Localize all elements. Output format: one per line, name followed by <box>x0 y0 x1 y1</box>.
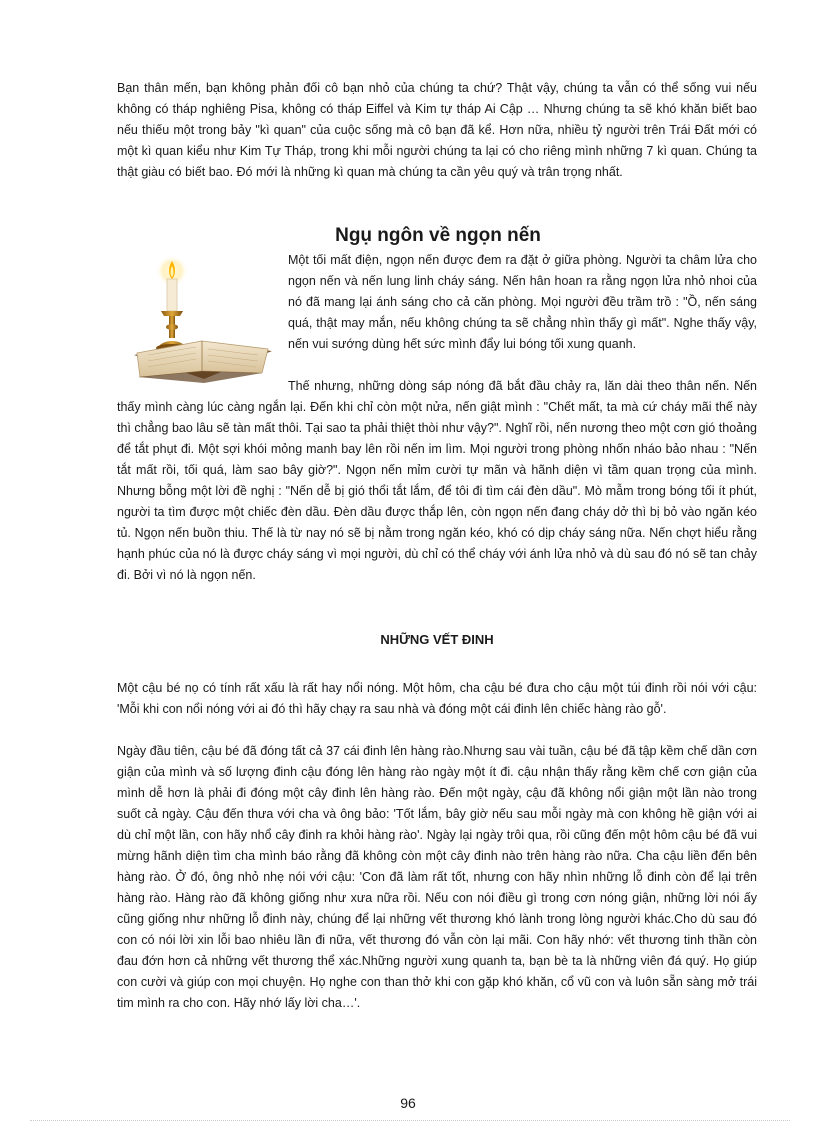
page-number: 96 <box>400 1095 416 1111</box>
fable-title: Ngụ ngôn về ngọn nến <box>335 225 541 246</box>
nails-paragraph-2: Ngày đầu tiên, cậu bé đã đóng tất cả 37 cái đinh lên hàng rào.Nhưng sau vài tuần, cậu bé đã tập kềm chế dần cơn giận của mình và số lượng đinh cậu đóng lên hàng rào ngày một ít đi. cậu nhận thấy rằng kềm chế cơn giận của mình dễ hơn là phải đi đóng một cây đinh lên hàng rào. Đến một ngày, cậu đã không nổi giận một lần nào trong suốt cả ngày. Cậu đến thưa với cha và ông bảo: 'Tốt lắm, bây giờ nếu sau mỗi ngày mà con không hề giận với ai dù chỉ một lần, con hãy nhổ cây đinh ra khỏi hàng rào'. Ngày lại ngày trôi qua, rồi cũng đến một hôm cậu bé đã vui mừng hãnh diện tìm cha mình báo rằng đã không còn một cây đinh nào trên hàng rào nữa. Cha cậu liền đến bên hàng rào. Ở đó, ông nhỏ nhẹ nói với cậu: 'Con đã làm rất tốt, nhưng con hãy nhìn những lỗ đinh còn để lại trên hàng rào. Hàng rào đã không giống như xưa nữa rồi. Nếu con nói điều gì trong cơn nóng giận, những lời nói ấy cũng giống như những lỗ đinh này, chúng để lại những vết thương khó lành trong lòng người khác.Cho dù sau đó con có nói lời xin lỗi bao nhiêu lần đi nữa, vết thương đó vẫn còn lại mãi. Con hãy nhớ: vết thương tinh thần còn đau đớn hơn cả những vết thương thể xác.Những người xung quanh ta, bạn bè ta là những viên đá quý. Họ giúp con cười và giúp con mọi chuyện. Họ nghe con than thở khi con gặp khó khăn, cổ vũ con và luôn sẵn sàng mở trái tim mình ra cho con. Hãy nhớ lấy lời cha…'. <box>117 744 757 1010</box>
nails-title: NHỮNG VẾT ĐINH <box>380 632 494 647</box>
fable-paragraph-2: Thế nhưng, những dòng sáp nóng đã bắt đầu chảy ra, lăn dài theo thân nến. Nến thấy mình càng lúc càng ngắn lại. Đến khi chỉ còn một nửa, nến giật mình : "Chết mất, ta mà cứ cháy mãi thế này thì chẳng bao lâu sẽ tàn mất thôi. Tại sao ta phải thiệt thòi như vậy?". Nghĩ rồi, nến nương theo một cơn gió thoảng để tắt phụt đi. Một sợi khói mỏng manh bay lên rồi nến im lìm. Mọi người trong phòng nhốn nháo bảo nhau : "Nến tắt mất rồi, tối quá, làm sao bây giờ?". Ngọn nến mỉm cười tự mãn và hãnh diện vì tầm quan trọng của mình. Nhưng bỗng một lời đề nghị : "Nến dễ bị gió thổi tắt lắm, để tôi đi tìm cái đèn dầu". Mò mẫm trong bóng tối ít phút, người ta tìm được một chiếc đèn dầu. Đèn dầu được thắp lên, còn ngọn nến đang cháy dở thì bị bỏ vào ngăn kéo tủ. Ngọn nến buồn thiu. Thế là từ nay nó sẽ bị nằm trong ngăn kéo, khó có dịp cháy sáng nữa. Nến chợt hiểu rằng hạnh phúc của nó là được cháy sáng vì mọi người, dù chỉ có thể cháy với ánh lửa nhỏ và dù sau đó nó sẽ tan chảy đi. Bởi vì nó là ngọn nến. <box>117 379 757 582</box>
candle-and-book-icon <box>128 255 278 390</box>
footer-divider <box>30 1120 790 1121</box>
fable-paragraph-1: Một tối mất điện, ngọn nến được đem ra đặt ở giữa phòng. Người ta châm lửa cho ngọn nến và nến lung linh cháy sáng. Nến hân hoan ra rằng ngọn lửa nhỏ nhoi của nó đã mang lại ánh sáng cho cả căn phòng. Mọi người đều trầm trồ : "Ồ, nến sáng quá, thật may mắn, nếu không chúng ta sẽ chẳng nhìn thấy gì mất". Nghe thấy vậy, nến vui sướng dùng hết sức mình đẩy lui bóng tối xung quanh. <box>288 253 757 351</box>
intro-paragraph: Bạn thân mến, bạn không phản đối cô bạn nhỏ của chúng ta chứ? Thật vậy, chúng ta vẫn có thể sống vui nếu không có tháp nghiêng Pisa, không có tháp Eiffel và Kim tự tháp Ai Cập … Nhưng chúng ta sẽ khó khăn biết bao nếu thiếu một trong bảy "kì quan" của cuộc sống mà cô bạn đã kể. Hơn nữa, nhiều tỷ người trên Trái Đất mới có một kì quan kiểu như Kim Tự Tháp, trong khi mỗi người chúng ta lại có cho riêng mình những 7 kì quan. Chúng ta thật giàu có biết bao. Đó mới là những kì quan mà chúng ta cần yêu quý và trân trọng nhất. <box>117 81 757 179</box>
nails-paragraph-1: Một cậu bé nọ có tính rất xấu là rất hay nổi nóng. Một hôm, cha cậu bé đưa cho cậu một túi đinh rồi nói với cậu: 'Mỗi khi con nổi nóng với ai đó thì hãy chạy ra sau nhà và đóng một cái đinh lên chiếc hàng rào gỗ'. <box>117 681 757 716</box>
